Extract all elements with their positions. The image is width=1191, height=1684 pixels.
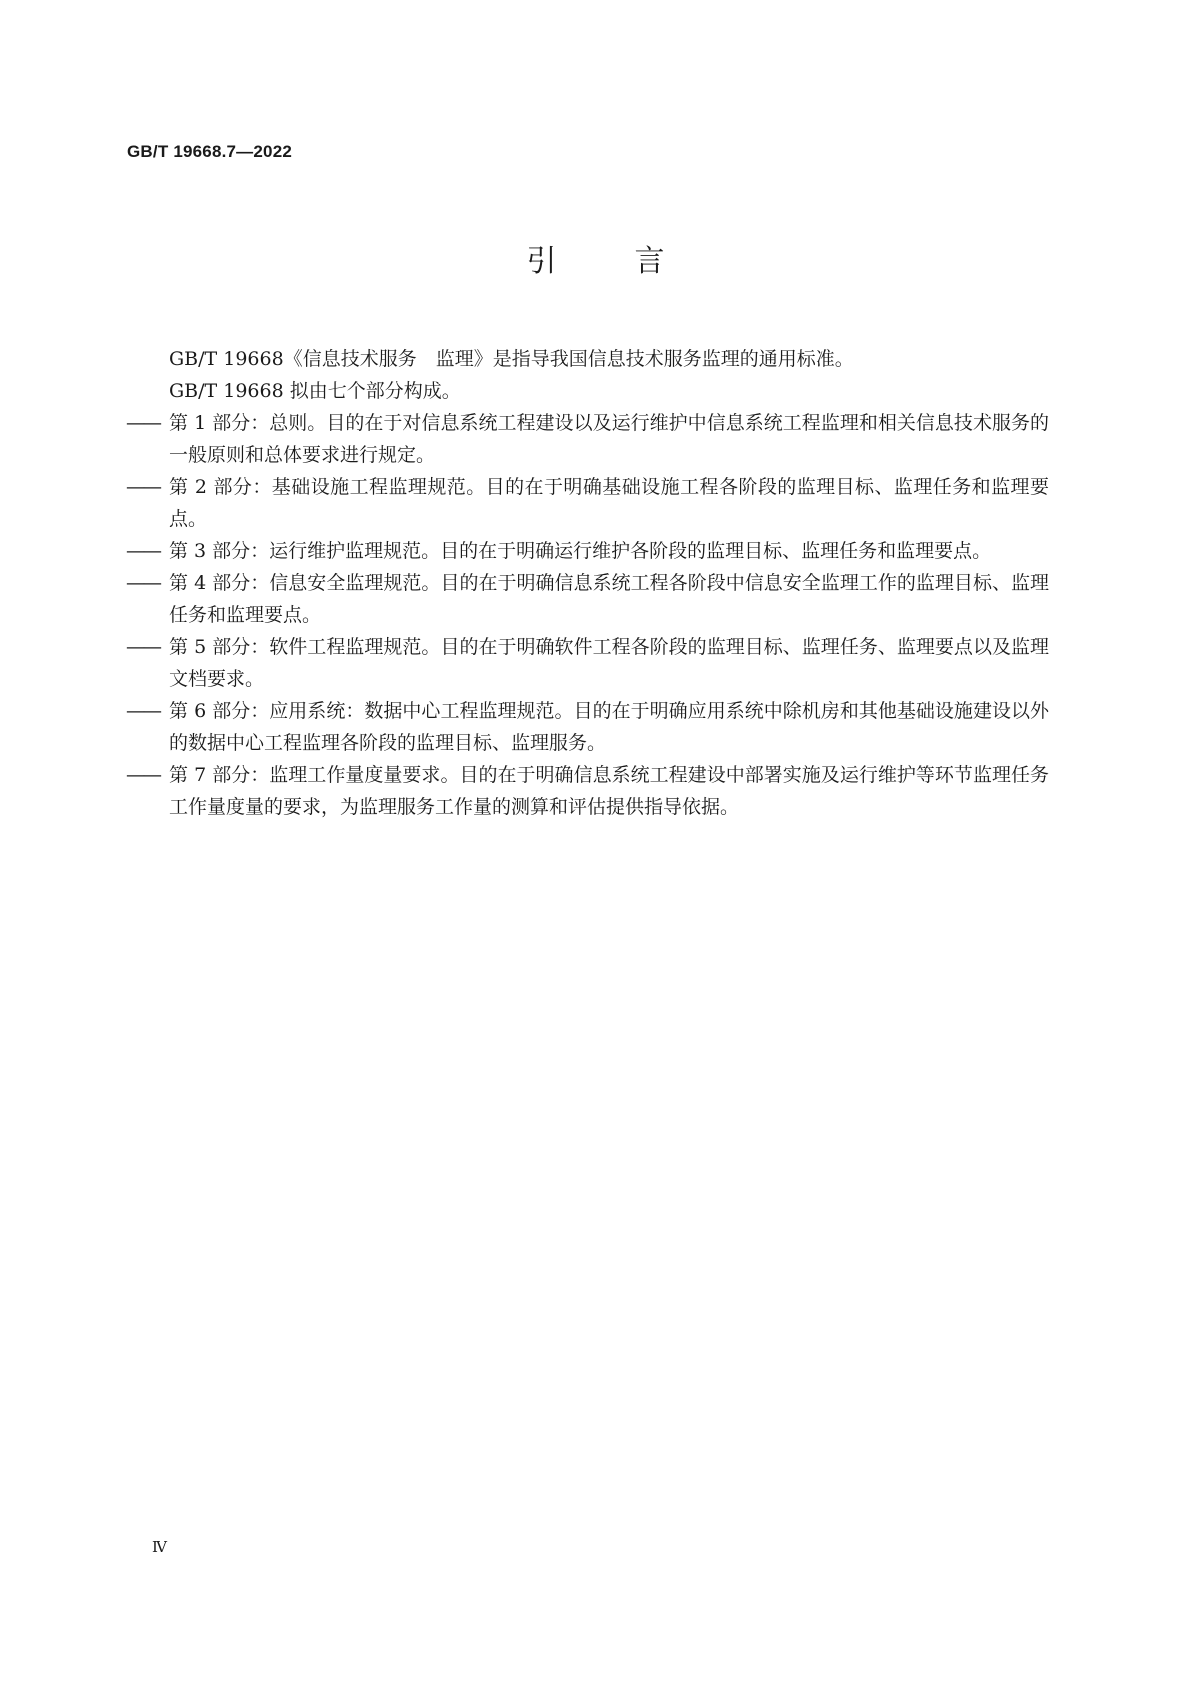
dash-marker: —— — [126, 476, 160, 498]
list-item — [126, 759, 1049, 823]
document-id: GB/T 19668.7—2022 — [127, 142, 292, 161]
dash-marker: —— — [126, 572, 160, 594]
dash-marker: —— — [126, 700, 160, 722]
intro-paragraph: GB/T 19668《信息技术服务 监理》是指导我国信息技术服务监理的通用标准。 — [169, 348, 854, 370]
title-char-2: 言 — [634, 244, 665, 279]
list-item-text: 第 5 部分：软件工程监理规范。目的在于明确软件工程各阶段的监理目标、监理任务、监理要点以及监理文档要求。 — [169, 636, 1049, 690]
title-char-1: 引 — [526, 244, 557, 279]
list-item-text: 第 7 部分：监理工作量度量要求。目的在于明确信息系统工程建设中部署实施及运行维护等环节监理任务工作量度量的要求，为监理服务工作量的测算和评估提供指导依据。 — [169, 764, 1049, 818]
list-item-text: 第 3 部分：运行维护监理规范。目的在于明确运行维护各阶段的监理目标、监理任务和监理要点。 — [169, 540, 992, 562]
page-title — [0, 244, 1191, 280]
introduction-body — [126, 343, 1049, 823]
dash-marker: —— — [126, 764, 160, 786]
intro-paragraph: GB/T 19668 拟由七个部分构成。 — [169, 380, 461, 402]
list-item-text: 第 1 部分：总则。目的在于对信息系统工程建设以及运行维护中信息系统工程监理和相关信息技术服务的一般原则和总体要求进行规定。 — [169, 412, 1049, 466]
list-item — [126, 695, 1049, 759]
dash-marker: —— — [126, 540, 160, 562]
page-number: Ⅳ — [152, 1538, 167, 1556]
list-item — [126, 407, 1049, 471]
list-item — [126, 567, 1049, 631]
list-item-text: 第 2 部分：基础设施工程监理规范。目的在于明确基础设施工程各阶段的监理目标、监理任务和监理要点。 — [169, 476, 1049, 530]
list-item-text: 第 6 部分：应用系统：数据中心工程监理规范。目的在于明确应用系统中除机房和其他基础设施建设以外的数据中心工程监理各阶段的监理目标、监理服务。 — [169, 700, 1049, 754]
list-item — [126, 471, 1049, 535]
list-item — [126, 631, 1049, 695]
dash-marker: —— — [126, 412, 160, 434]
list-item — [126, 535, 1049, 567]
dash-marker: —— — [126, 636, 160, 658]
list-item-text: 第 4 部分：信息安全监理规范。目的在于明确信息系统工程各阶段中信息安全监理工作的监理目标、监理任务和监理要点。 — [169, 572, 1049, 626]
